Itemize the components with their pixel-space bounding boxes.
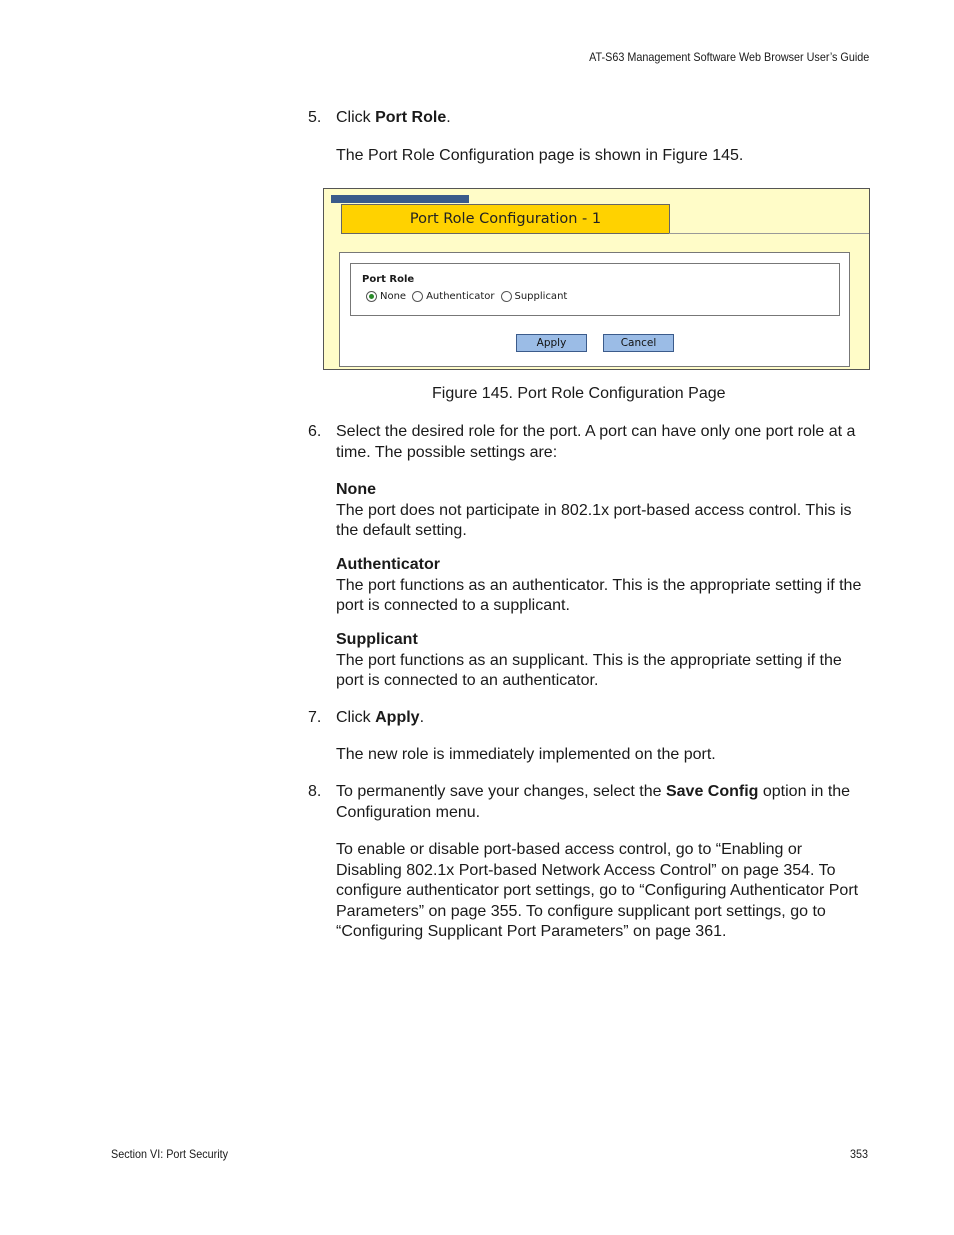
group-label: Port Role — [362, 274, 415, 285]
bold-term: Apply — [375, 709, 420, 726]
setting-term: Authenticator — [336, 556, 440, 573]
apply-button[interactable]: Apply — [516, 334, 587, 352]
step-7-note: The new role is immediately implemented on the port. — [336, 746, 716, 763]
setting-none — [336, 480, 876, 542]
step-text: To permanently save your changes, select the Save Config option in the Configuration menu. — [336, 783, 851, 821]
cancel-button[interactable]: Cancel — [603, 334, 674, 352]
port-role-group — [350, 263, 840, 316]
step-8-note: To enable or disable port-based access control, go to “Enabling or Disabling 802.1x Port-based Network Access Control” on page 354. To configure authenticator port settings, go to “Configuring Authenticator Port Parameters” on page 355. To configure supplicant port settings, go to “Configuring Supplicant Port Parameters” on page 361. — [336, 841, 859, 940]
bold-term: Save Config — [665, 783, 759, 800]
bold-term: Port Role — [375, 109, 447, 126]
step-text: Select the desired role for the port. A port can have only one port role at a time. The possible settings are: — [336, 423, 856, 461]
radio-supplicant[interactable] — [501, 291, 568, 302]
running-header: AT-S63 Management Software Web Browser User’s Guide — [588, 50, 869, 64]
radio-label: Authenticator — [426, 291, 495, 302]
step-text: Click Apply. — [336, 709, 425, 726]
radio-button[interactable] — [366, 291, 377, 302]
setting-term: Supplicant — [336, 631, 418, 648]
radio-button[interactable] — [412, 291, 423, 302]
radio-button[interactable] — [501, 291, 512, 302]
figure-caption: Figure 145. Port Role Configuration Page — [432, 385, 726, 402]
setting-desc: The port functions as an authenticator. This is the appropriate setting if the port is connected to a supplicant. — [336, 576, 862, 614]
port-role-config-screenshot — [323, 188, 870, 370]
radio-label: Supplicant — [514, 291, 568, 302]
step-text: Click Port Role. — [336, 109, 451, 126]
radio-authenticator[interactable] — [412, 291, 494, 302]
setting-authenticator — [336, 555, 876, 617]
config-panel — [339, 252, 850, 367]
page-number: 353 — [849, 1147, 868, 1161]
step-number: 8. — [308, 783, 322, 800]
tab-port-role-config[interactable]: Port Role Configuration - 1 — [341, 204, 670, 234]
radio-none[interactable] — [366, 291, 406, 302]
step-5-note: The Port Role Configuration page is shown in Figure 145. — [336, 147, 744, 164]
setting-supplicant — [336, 630, 876, 692]
step-number: 6. — [308, 423, 322, 440]
footer-section: Section VI: Port Security — [111, 1147, 229, 1161]
radio-label: None — [380, 291, 407, 302]
setting-term: None — [336, 481, 376, 498]
step-number: 5. — [308, 109, 322, 126]
tab-bar — [331, 195, 469, 203]
step-number: 7. — [308, 709, 322, 726]
setting-desc: The port does not participate in 802.1x port-based access control. This is the default setting. — [336, 501, 852, 539]
divider — [669, 233, 869, 234]
port-role-radio-group — [366, 291, 573, 302]
setting-desc: The port functions as an supplicant. This is the appropriate setting if the port is connected to an authenticator. — [336, 651, 842, 689]
